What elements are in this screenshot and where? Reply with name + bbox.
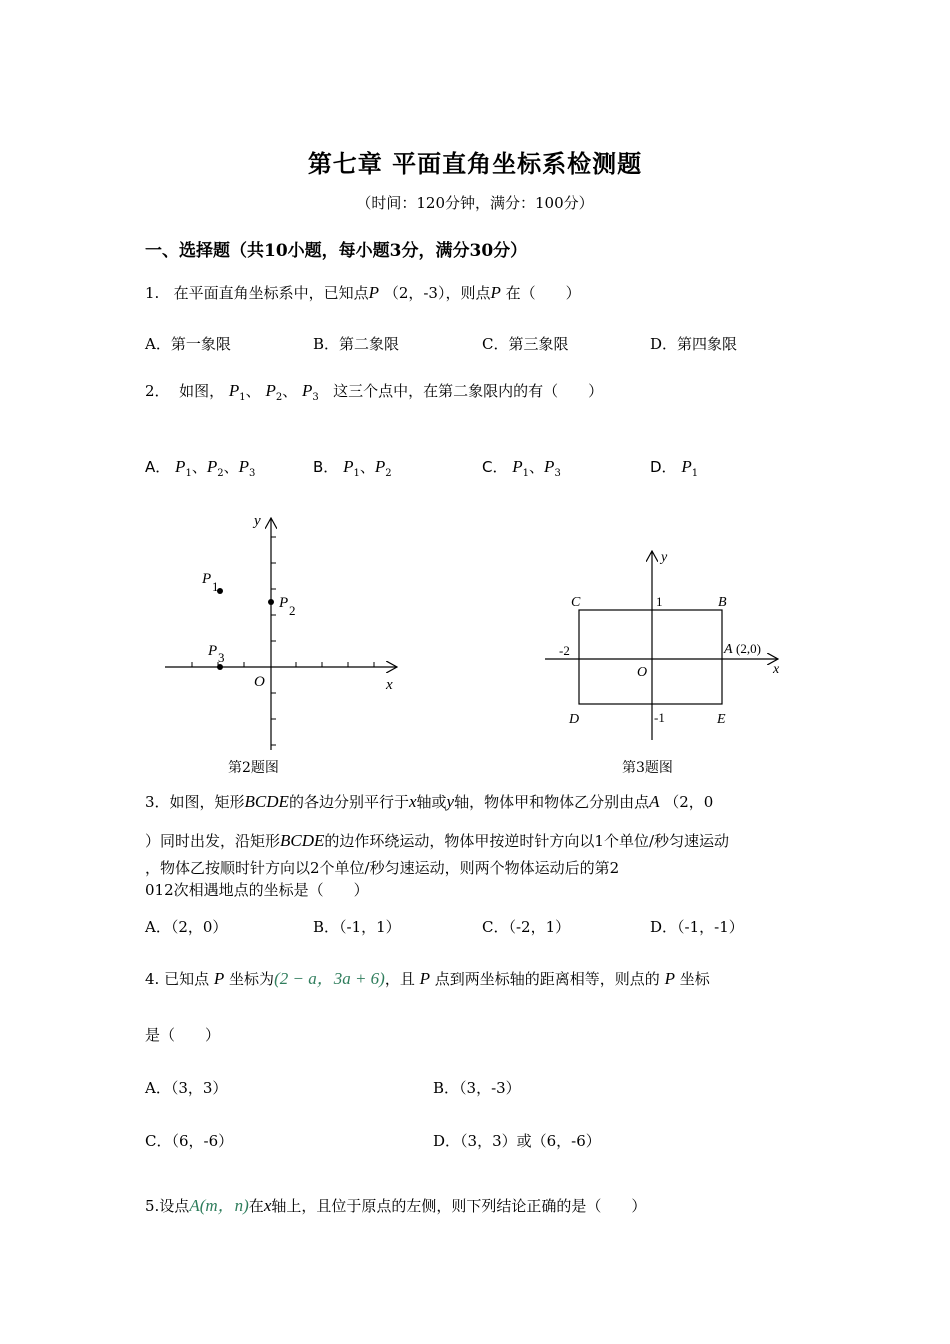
tick-label-1: 1 xyxy=(656,594,663,609)
p2-subscript: 2 xyxy=(289,603,296,618)
origin-label: O xyxy=(637,665,648,680)
option-a: A．第一象限 xyxy=(145,335,231,353)
figure-2-caption: 第2题图 xyxy=(228,760,279,776)
option-d: D．（3，3）或（6，-6） xyxy=(433,1132,601,1150)
question-text: 这三个点中，在第二象限内的有（ ） xyxy=(333,382,604,400)
y-ticks xyxy=(271,537,276,745)
option-c: C．第三象限 xyxy=(482,335,569,353)
question-3-line-2: ）同时出发，沿矩形BCDE的边作环绕运动，物体甲按逆时针方向以1个单位/秒匀速运动 xyxy=(145,831,730,850)
option-b: B． $P_1$、$P_2$ xyxy=(313,457,392,479)
option-a: A． $P_1$、$P_2$、$P_3$ xyxy=(145,457,256,479)
x-axis-label: x xyxy=(773,662,780,677)
question-4-line-1: 4. 已知点 P 坐标为(2 − a，3a + 6)，且 P 点到两坐标轴的距离相等，则点的 P 坐标 xyxy=(145,969,710,988)
option-a: A．（3，3） xyxy=(145,1079,228,1097)
x-axis-label: x xyxy=(386,677,393,693)
option-d: D．（-1，-1） xyxy=(650,918,744,936)
option-d: D．第四象限 xyxy=(650,335,738,353)
figure-3-rectangle xyxy=(540,545,800,745)
point-p2 xyxy=(268,599,274,605)
p1-subscript: 1 xyxy=(212,579,219,594)
coordinate-expression: A(m，n) xyxy=(189,1196,249,1215)
question-3-line-4: 012次相遇地点的坐标是（ ） xyxy=(145,881,369,899)
question-4-line-2: 是（ ） xyxy=(145,1026,221,1044)
point-a-coord: (2,0) xyxy=(736,641,761,656)
point-a-label: A xyxy=(724,642,733,657)
p3-label: P xyxy=(208,643,218,659)
option-c: C． $P_1$、$P_3$ xyxy=(482,457,561,479)
var-p: P xyxy=(490,283,501,302)
option-b: B．（3，-3） xyxy=(433,1079,521,1097)
option-a: A．（2，0） xyxy=(145,918,228,936)
question-2: 2． 如图， $P_1$、 $P_2$、 $P_3$ 这三个点中，在第二象限内的有（ ） xyxy=(145,381,604,403)
option-c: C．（-2，1） xyxy=(482,918,571,936)
y-axis-label: y xyxy=(661,550,668,565)
tick-label-neg1: -1 xyxy=(654,710,665,725)
origin-label: O xyxy=(254,674,265,690)
question-text: （2，-3），则点 xyxy=(383,284,491,302)
question-number: 2． xyxy=(145,382,170,400)
question-number: 1. xyxy=(145,284,160,302)
option-c: C．（6，-6） xyxy=(145,1132,234,1150)
vertex-b-label: B xyxy=(718,595,727,610)
p3-subscript: 3 xyxy=(218,650,225,665)
var-p: P xyxy=(368,283,380,302)
page-title: 第七章 平面直角坐标系检测题 xyxy=(307,149,643,178)
question-5: 5.设点A(m，n)在x轴上，且位于原点的左侧，则下列结论正确的是（ ） xyxy=(145,1196,647,1215)
option-b: B．第二象限 xyxy=(313,335,400,353)
question-3-line-1: 3．如图，矩形BCDE的各边分别平行于x轴或y轴，物体甲和物体乙分别由点A （2，0 xyxy=(145,792,714,811)
p1-label: P xyxy=(202,571,212,587)
y-axis-label: y xyxy=(254,513,261,529)
question-1 xyxy=(145,282,581,303)
vertex-e-label: E xyxy=(717,712,726,727)
figure-3-caption: 第3题图 xyxy=(622,760,673,776)
rectangle-bcde xyxy=(579,610,722,704)
exam-info: （时间：120分钟，满分：100分） xyxy=(356,194,594,212)
p2-label: P xyxy=(279,595,289,611)
figure-2-coordinate-plane xyxy=(150,505,420,755)
option-b: B．（-1，1） xyxy=(313,918,401,936)
vertex-d-label: D xyxy=(569,712,580,727)
question-text: 如图， xyxy=(179,382,225,400)
question-text: 在平面直角坐标系中，已知点 xyxy=(173,284,369,302)
coordinate-expression: (2 − a，3a + 6) xyxy=(274,969,385,988)
section-heading: 一、选择题（共10小题，每小题3分，满分30分） xyxy=(145,241,528,261)
vertex-c-label: C xyxy=(571,595,581,610)
question-3-line-3: ，物体乙按顺时针方向以2个单位/秒匀速运动，则两个物体运动后的第2 xyxy=(145,859,620,877)
option-d: D． $P_1$ xyxy=(650,457,699,479)
tick-label-neg2: -2 xyxy=(559,643,570,658)
question-text: 在（ ） xyxy=(505,284,581,302)
